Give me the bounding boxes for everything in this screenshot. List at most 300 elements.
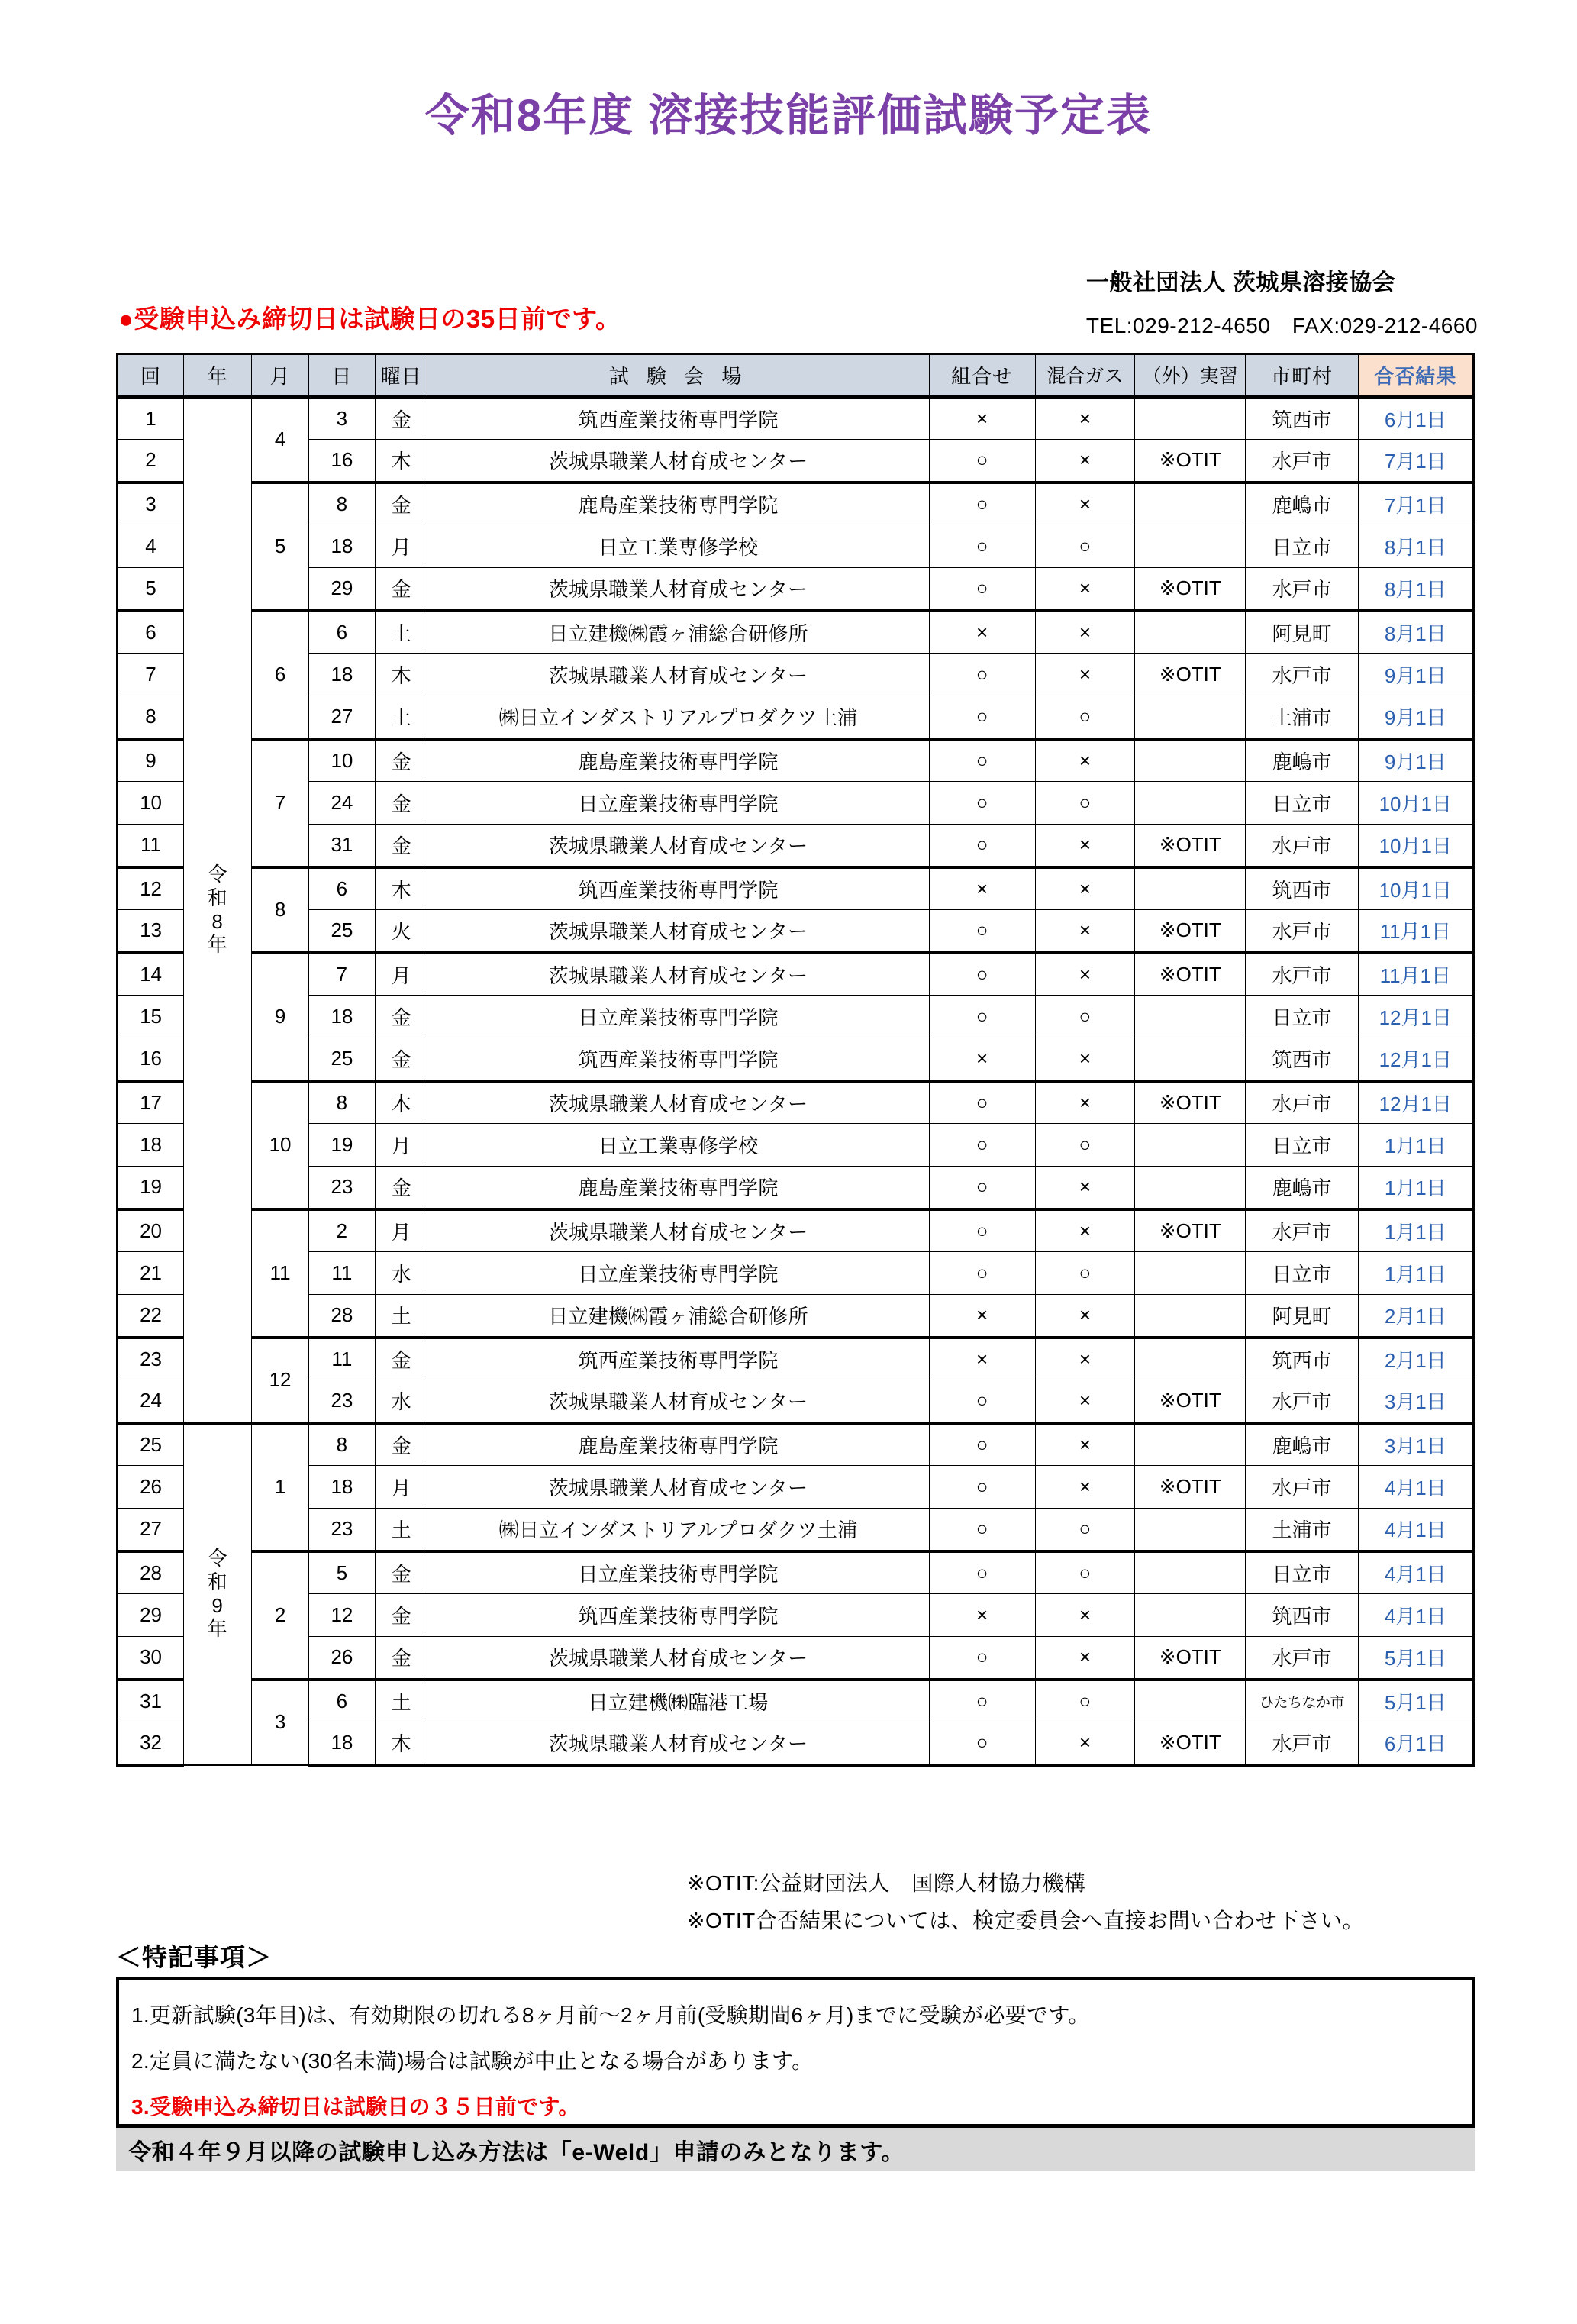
cell-day: 23	[308, 1509, 375, 1551]
otit-inquiry-note: ※OTIT合否結果については、検定委員会へ直接お問い合わせ下さい。	[687, 1909, 1365, 1932]
cell-external-practice	[1135, 1295, 1246, 1338]
cell-result-date: 7月1日	[1358, 483, 1473, 525]
cell-combination: ○	[929, 1466, 1035, 1509]
cell-day-of-week: 月	[375, 1209, 427, 1252]
cell-city: 水戸市	[1246, 654, 1358, 696]
cell-day: 18	[308, 525, 375, 568]
cell-external-practice	[1135, 1423, 1246, 1466]
table-row	[118, 1594, 1474, 1637]
deadline-notice: ●受験申込み締切日は試験日の35日前です。	[118, 305, 621, 333]
table-row	[118, 825, 1474, 867]
cell-combination: ○	[929, 525, 1035, 568]
cell-mixed-gas: ×	[1035, 953, 1135, 996]
col-header-external: （外）実習	[1135, 354, 1246, 397]
cell-month: 10	[252, 1081, 309, 1209]
table-row	[118, 440, 1474, 483]
table-row	[118, 1038, 1474, 1081]
cell-result-date: 6月1日	[1358, 397, 1473, 440]
cell-external-practice: ※OTIT	[1135, 1722, 1246, 1765]
cell-external-practice: ※OTIT	[1135, 654, 1246, 696]
cell-day-of-week: 土	[375, 1680, 427, 1722]
cell-day-of-week: 金	[375, 739, 427, 782]
cell-combination: ○	[929, 1680, 1035, 1722]
table-row	[118, 654, 1474, 696]
cell-venue: 日立産業技術専門学院	[427, 782, 929, 825]
cell-month: 12	[252, 1338, 309, 1423]
cell-result-date: 12月1日	[1358, 1081, 1473, 1124]
cell-day: 2	[308, 1209, 375, 1252]
table-row	[118, 397, 1474, 440]
cell-day: 8	[308, 1081, 375, 1124]
cell-mixed-gas: ○	[1035, 1680, 1135, 1722]
cell-external-practice: ※OTIT	[1135, 1637, 1246, 1680]
cell-day-of-week: 金	[375, 1637, 427, 1680]
special-notes-box	[116, 1977, 1475, 2145]
cell-no: 10	[118, 782, 184, 825]
cell-venue: 日立建機㈱霞ヶ浦総合研修所	[427, 1295, 929, 1338]
cell-combination: ○	[929, 1722, 1035, 1765]
cell-city: 筑西市	[1246, 397, 1358, 440]
cell-external-practice	[1135, 996, 1246, 1038]
cell-day: 29	[308, 568, 375, 611]
cell-combination: ×	[929, 1038, 1035, 1081]
cell-result-date: 3月1日	[1358, 1423, 1473, 1466]
cell-venue: 鹿島産業技術専門学院	[427, 1423, 929, 1466]
cell-combination: ×	[929, 397, 1035, 440]
cell-external-practice	[1135, 1038, 1246, 1081]
cell-city: 水戸市	[1246, 1722, 1358, 1765]
table-header-row	[118, 354, 1474, 397]
cell-day: 10	[308, 739, 375, 782]
col-header-city: 市町村	[1246, 354, 1358, 397]
table-row	[118, 483, 1474, 525]
cell-result-date: 9月1日	[1358, 696, 1473, 739]
cell-mixed-gas: ×	[1035, 1295, 1135, 1338]
cell-combination: ×	[929, 1594, 1035, 1637]
cell-combination: ○	[929, 440, 1035, 483]
cell-no: 29	[118, 1594, 184, 1637]
table-row	[118, 1081, 1474, 1124]
cell-external-practice	[1135, 782, 1246, 825]
cell-venue: 茨城県職業人材育成センター	[427, 1081, 929, 1124]
cell-mixed-gas: ×	[1035, 483, 1135, 525]
cell-city: 日立市	[1246, 1252, 1358, 1295]
cell-mixed-gas: ×	[1035, 397, 1135, 440]
cell-venue: 日立建機㈱臨港工場	[427, 1680, 929, 1722]
cell-result-date: 9月1日	[1358, 739, 1473, 782]
col-header-result: 合否結果	[1358, 354, 1473, 397]
cell-venue: 茨城県職業人材育成センター	[427, 1637, 929, 1680]
cell-month: 11	[252, 1209, 309, 1338]
cell-result-date: 3月1日	[1358, 1380, 1473, 1423]
cell-result-date: 10月1日	[1358, 867, 1473, 910]
cell-day-of-week: 金	[375, 825, 427, 867]
cell-result-date: 1月1日	[1358, 1252, 1473, 1295]
cell-venue: 茨城県職業人材育成センター	[427, 825, 929, 867]
cell-no: 17	[118, 1081, 184, 1124]
cell-day: 25	[308, 910, 375, 953]
cell-external-practice	[1135, 1167, 1246, 1209]
cell-day: 31	[308, 825, 375, 867]
cell-no: 23	[118, 1338, 184, 1380]
table-row	[118, 1722, 1474, 1765]
cell-result-date: 2月1日	[1358, 1338, 1473, 1380]
cell-mixed-gas: ×	[1035, 1637, 1135, 1680]
cell-no: 31	[118, 1680, 184, 1722]
cell-venue: 日立産業技術専門学院	[427, 996, 929, 1038]
cell-mixed-gas: ×	[1035, 1338, 1135, 1380]
cell-day: 6	[308, 867, 375, 910]
page-title: 令和8年度 溶接技能評価試験予定表	[424, 91, 1153, 140]
cell-mixed-gas: ×	[1035, 910, 1135, 953]
cell-venue: 筑西産業技術専門学院	[427, 867, 929, 910]
cell-day-of-week: 土	[375, 611, 427, 654]
cell-result-date: 12月1日	[1358, 1038, 1473, 1081]
cell-city: 水戸市	[1246, 1081, 1358, 1124]
cell-combination: ○	[929, 483, 1035, 525]
cell-external-practice	[1135, 1252, 1246, 1295]
cell-day-of-week: 金	[375, 1594, 427, 1637]
document-page	[0, 92, 1577, 2324]
cell-result-date: 11月1日	[1358, 910, 1473, 953]
cell-day: 3	[308, 397, 375, 440]
cell-city: 筑西市	[1246, 1038, 1358, 1081]
cell-day: 18	[308, 654, 375, 696]
cell-no: 3	[118, 483, 184, 525]
cell-result-date: 1月1日	[1358, 1209, 1473, 1252]
cell-day: 8	[308, 483, 375, 525]
cell-no: 4	[118, 525, 184, 568]
cell-day-of-week: 月	[375, 525, 427, 568]
cell-mixed-gas: ×	[1035, 739, 1135, 782]
table-row	[118, 525, 1474, 568]
cell-external-practice: ※OTIT	[1135, 440, 1246, 483]
cell-city: 筑西市	[1246, 1338, 1358, 1380]
schedule-table	[116, 353, 1475, 1767]
cell-city: 水戸市	[1246, 953, 1358, 996]
eweld-text: 令和４年９月以降の試験申し込み方法は「e-Weld」申請のみとなります。	[128, 2139, 905, 2165]
cell-mixed-gas: ×	[1035, 1722, 1135, 1765]
cell-city: 阿見町	[1246, 611, 1358, 654]
table-row	[118, 1295, 1474, 1338]
cell-result-date: 10月1日	[1358, 825, 1473, 867]
cell-day: 24	[308, 782, 375, 825]
cell-city: 日立市	[1246, 1551, 1358, 1594]
cell-month: 8	[252, 867, 309, 953]
cell-result-date: 4月1日	[1358, 1509, 1473, 1551]
cell-no: 8	[118, 696, 184, 739]
cell-no: 5	[118, 568, 184, 611]
cell-combination: ○	[929, 996, 1035, 1038]
cell-city: 水戸市	[1246, 1637, 1358, 1680]
cell-city: 土浦市	[1246, 696, 1358, 739]
cell-venue: 筑西産業技術専門学院	[427, 1594, 929, 1637]
cell-day-of-week: 金	[375, 996, 427, 1038]
cell-mixed-gas: ○	[1035, 782, 1135, 825]
cell-venue: 日立産業技術専門学院	[427, 1252, 929, 1295]
table-row	[118, 1338, 1474, 1380]
table-row	[118, 1380, 1474, 1423]
cell-city: 水戸市	[1246, 825, 1358, 867]
cell-combination: ×	[929, 1338, 1035, 1380]
cell-mixed-gas: ×	[1035, 1466, 1135, 1509]
cell-no: 21	[118, 1252, 184, 1295]
cell-no: 19	[118, 1167, 184, 1209]
cell-venue: 日立工業専修学校	[427, 525, 929, 568]
cell-venue: 茨城県職業人材育成センター	[427, 654, 929, 696]
cell-combination: ○	[929, 568, 1035, 611]
cell-mixed-gas: ○	[1035, 525, 1135, 568]
cell-day: 12	[308, 1594, 375, 1637]
cell-day-of-week: 金	[375, 1423, 427, 1466]
cell-external-practice	[1135, 611, 1246, 654]
cell-external-practice	[1135, 739, 1246, 782]
cell-result-date: 11月1日	[1358, 953, 1473, 996]
cell-day-of-week: 水	[375, 1380, 427, 1423]
cell-combination: ×	[929, 867, 1035, 910]
cell-venue: 筑西産業技術専門学院	[427, 1338, 929, 1380]
cell-result-date: 2月1日	[1358, 1295, 1473, 1338]
cell-day: 16	[308, 440, 375, 483]
cell-no: 6	[118, 611, 184, 654]
table-row	[118, 696, 1474, 739]
cell-result-date: 5月1日	[1358, 1637, 1473, 1680]
cell-day-of-week: 月	[375, 953, 427, 996]
cell-mixed-gas: ×	[1035, 1038, 1135, 1081]
cell-no: 32	[118, 1722, 184, 1765]
cell-external-practice	[1135, 1680, 1246, 1722]
cell-no: 28	[118, 1551, 184, 1594]
organization-block	[1086, 266, 1478, 342]
table-row	[118, 782, 1474, 825]
special-note-1: 1.更新試験(3年目)は、有効期限の切れる8ヶ月前～2ヶ月前(受験期間6ヶ月)までに受験が必要です。	[131, 2003, 1090, 2027]
cell-combination: ○	[929, 739, 1035, 782]
cell-mixed-gas: ○	[1035, 696, 1135, 739]
cell-external-practice	[1135, 397, 1246, 440]
cell-combination: ○	[929, 910, 1035, 953]
cell-no: 30	[118, 1637, 184, 1680]
cell-day: 6	[308, 611, 375, 654]
cell-no: 13	[118, 910, 184, 953]
cell-external-practice	[1135, 1338, 1246, 1380]
cell-city: 水戸市	[1246, 1466, 1358, 1509]
cell-day-of-week: 木	[375, 867, 427, 910]
cell-result-date: 5月1日	[1358, 1680, 1473, 1722]
cell-day: 23	[308, 1167, 375, 1209]
table-row	[118, 1509, 1474, 1551]
table-row	[118, 1209, 1474, 1252]
cell-no: 27	[118, 1509, 184, 1551]
cell-no: 22	[118, 1295, 184, 1338]
cell-day-of-week: 土	[375, 1295, 427, 1338]
cell-external-practice	[1135, 867, 1246, 910]
table-row	[118, 568, 1474, 611]
table-row	[118, 1252, 1474, 1295]
col-header-month: 月	[252, 354, 309, 397]
cell-day: 18	[308, 1466, 375, 1509]
cell-month: 6	[252, 611, 309, 739]
table-header	[118, 354, 1474, 397]
table-row	[118, 739, 1474, 782]
organization-name: 一般社団法人 茨城県溶接協会	[1085, 270, 1396, 295]
cell-external-practice: ※OTIT	[1135, 568, 1246, 611]
cell-external-practice: ※OTIT	[1135, 1380, 1246, 1423]
cell-combination: ○	[929, 1509, 1035, 1551]
cell-era-year: 令 和 8 年	[184, 397, 252, 1423]
cell-no: 15	[118, 996, 184, 1038]
cell-mixed-gas: ×	[1035, 1594, 1135, 1637]
cell-external-practice: ※OTIT	[1135, 953, 1246, 996]
col-header-dow: 曜日	[375, 354, 427, 397]
cell-no: 12	[118, 867, 184, 910]
table-row	[118, 1551, 1474, 1594]
cell-combination: ○	[929, 953, 1035, 996]
cell-external-practice: ※OTIT	[1135, 1081, 1246, 1124]
cell-combination: ○	[929, 1423, 1035, 1466]
cell-day: 28	[308, 1295, 375, 1338]
cell-day-of-week: 金	[375, 1551, 427, 1594]
table-row	[118, 1680, 1474, 1722]
cell-day: 11	[308, 1338, 375, 1380]
cell-mixed-gas: ○	[1035, 996, 1135, 1038]
cell-mixed-gas: ×	[1035, 1423, 1135, 1466]
cell-mixed-gas: ○	[1035, 1551, 1135, 1594]
cell-day-of-week: 土	[375, 696, 427, 739]
cell-mixed-gas: ×	[1035, 1209, 1135, 1252]
cell-external-practice	[1135, 696, 1246, 739]
organization-contact: TEL:029-212-4650 FAX:029-212-4660	[1085, 313, 1478, 337]
cell-day: 23	[308, 1380, 375, 1423]
cell-day: 6	[308, 1680, 375, 1722]
cell-result-date: 9月1日	[1358, 654, 1473, 696]
cell-city: 水戸市	[1246, 1380, 1358, 1423]
table-row	[118, 867, 1474, 910]
eweld-banner	[116, 2124, 1475, 2171]
cell-result-date: 1月1日	[1358, 1124, 1473, 1167]
cell-combination: ○	[929, 1209, 1035, 1252]
cell-result-date: 8月1日	[1358, 611, 1473, 654]
cell-mixed-gas: ×	[1035, 1167, 1135, 1209]
cell-venue: 鹿島産業技術専門学院	[427, 1167, 929, 1209]
cell-result-date: 4月1日	[1358, 1594, 1473, 1637]
cell-external-practice	[1135, 1594, 1246, 1637]
cell-city: 鹿嶋市	[1246, 739, 1358, 782]
cell-external-practice	[1135, 1124, 1246, 1167]
cell-result-date: 6月1日	[1358, 1722, 1473, 1765]
cell-venue: ㈱日立インダストリアルプロダクツ土浦	[427, 696, 929, 739]
cell-day: 5	[308, 1551, 375, 1594]
cell-day: 11	[308, 1252, 375, 1295]
table-row	[118, 910, 1474, 953]
cell-venue: ㈱日立インダストリアルプロダクツ土浦	[427, 1509, 929, 1551]
cell-city: 筑西市	[1246, 1594, 1358, 1637]
cell-no: 14	[118, 953, 184, 996]
cell-mixed-gas: ×	[1035, 654, 1135, 696]
cell-venue: 筑西産業技術専門学院	[427, 397, 929, 440]
cell-external-practice: ※OTIT	[1135, 910, 1246, 953]
cell-city: 鹿嶋市	[1246, 1167, 1358, 1209]
cell-combination: ○	[929, 782, 1035, 825]
cell-combination: ○	[929, 1380, 1035, 1423]
cell-mixed-gas: ×	[1035, 825, 1135, 867]
cell-external-practice: ※OTIT	[1135, 1466, 1246, 1509]
cell-no: 24	[118, 1380, 184, 1423]
cell-no: 16	[118, 1038, 184, 1081]
cell-no: 20	[118, 1209, 184, 1252]
cell-combination: ×	[929, 611, 1035, 654]
cell-month: 3	[252, 1680, 309, 1765]
cell-city: 水戸市	[1246, 910, 1358, 953]
table-body	[118, 397, 1474, 1765]
cell-city: 水戸市	[1246, 1209, 1358, 1252]
cell-day-of-week: 金	[375, 1167, 427, 1209]
cell-city: 土浦市	[1246, 1509, 1358, 1551]
cell-day-of-week: 金	[375, 1038, 427, 1081]
cell-combination: ○	[929, 654, 1035, 696]
schedule-table-wrapper	[116, 353, 1475, 1767]
cell-day: 26	[308, 1637, 375, 1680]
cell-city: 水戸市	[1246, 440, 1358, 483]
cell-mixed-gas: ×	[1035, 867, 1135, 910]
table-row	[118, 996, 1474, 1038]
cell-combination: ○	[929, 1637, 1035, 1680]
cell-city: 鹿嶋市	[1246, 1423, 1358, 1466]
cell-no: 18	[118, 1124, 184, 1167]
table-row	[118, 1423, 1474, 1466]
cell-no: 26	[118, 1466, 184, 1509]
cell-day-of-week: 木	[375, 440, 427, 483]
cell-result-date: 7月1日	[1358, 440, 1473, 483]
cell-venue: 茨城県職業人材育成センター	[427, 568, 929, 611]
cell-mixed-gas: ×	[1035, 1081, 1135, 1124]
cell-venue: 茨城県職業人材育成センター	[427, 440, 929, 483]
cell-combination: ○	[929, 825, 1035, 867]
cell-combination: ○	[929, 1167, 1035, 1209]
cell-day-of-week: 月	[375, 1466, 427, 1509]
table-row	[118, 953, 1474, 996]
cell-external-practice	[1135, 525, 1246, 568]
cell-city: 鹿嶋市	[1246, 483, 1358, 525]
cell-day-of-week: 金	[375, 782, 427, 825]
cell-day: 25	[308, 1038, 375, 1081]
cell-mixed-gas: ×	[1035, 568, 1135, 611]
cell-venue: 茨城県職業人材育成センター	[427, 1722, 929, 1765]
cell-venue: 鹿島産業技術専門学院	[427, 739, 929, 782]
cell-day: 18	[308, 996, 375, 1038]
cell-day: 19	[308, 1124, 375, 1167]
cell-result-date: 4月1日	[1358, 1466, 1473, 1509]
col-header-no: 回	[118, 354, 184, 397]
cell-combination: ○	[929, 1081, 1035, 1124]
cell-result-date: 12月1日	[1358, 996, 1473, 1038]
special-note-3: 3.受験申込み締切日は試験日の３５日前です。	[131, 2095, 580, 2119]
cell-day-of-week: 木	[375, 654, 427, 696]
table-row	[118, 1167, 1474, 1209]
cell-external-practice: ※OTIT	[1135, 825, 1246, 867]
col-header-combination: 組合せ	[929, 354, 1035, 397]
cell-day-of-week: 金	[375, 568, 427, 611]
cell-day-of-week: 金	[375, 397, 427, 440]
cell-venue: 日立工業専修学校	[427, 1124, 929, 1167]
cell-venue: 茨城県職業人材育成センター	[427, 910, 929, 953]
otit-definition: ※OTIT:公益財団法人 国際人材協力機構	[687, 1871, 1086, 1895]
cell-day-of-week: 水	[375, 1252, 427, 1295]
cell-month: 9	[252, 953, 309, 1081]
cell-day-of-week: 金	[375, 483, 427, 525]
cell-city: 阿見町	[1246, 1295, 1358, 1338]
cell-result-date: 10月1日	[1358, 782, 1473, 825]
special-notes-label: ＜特記事項＞	[116, 1943, 272, 1971]
